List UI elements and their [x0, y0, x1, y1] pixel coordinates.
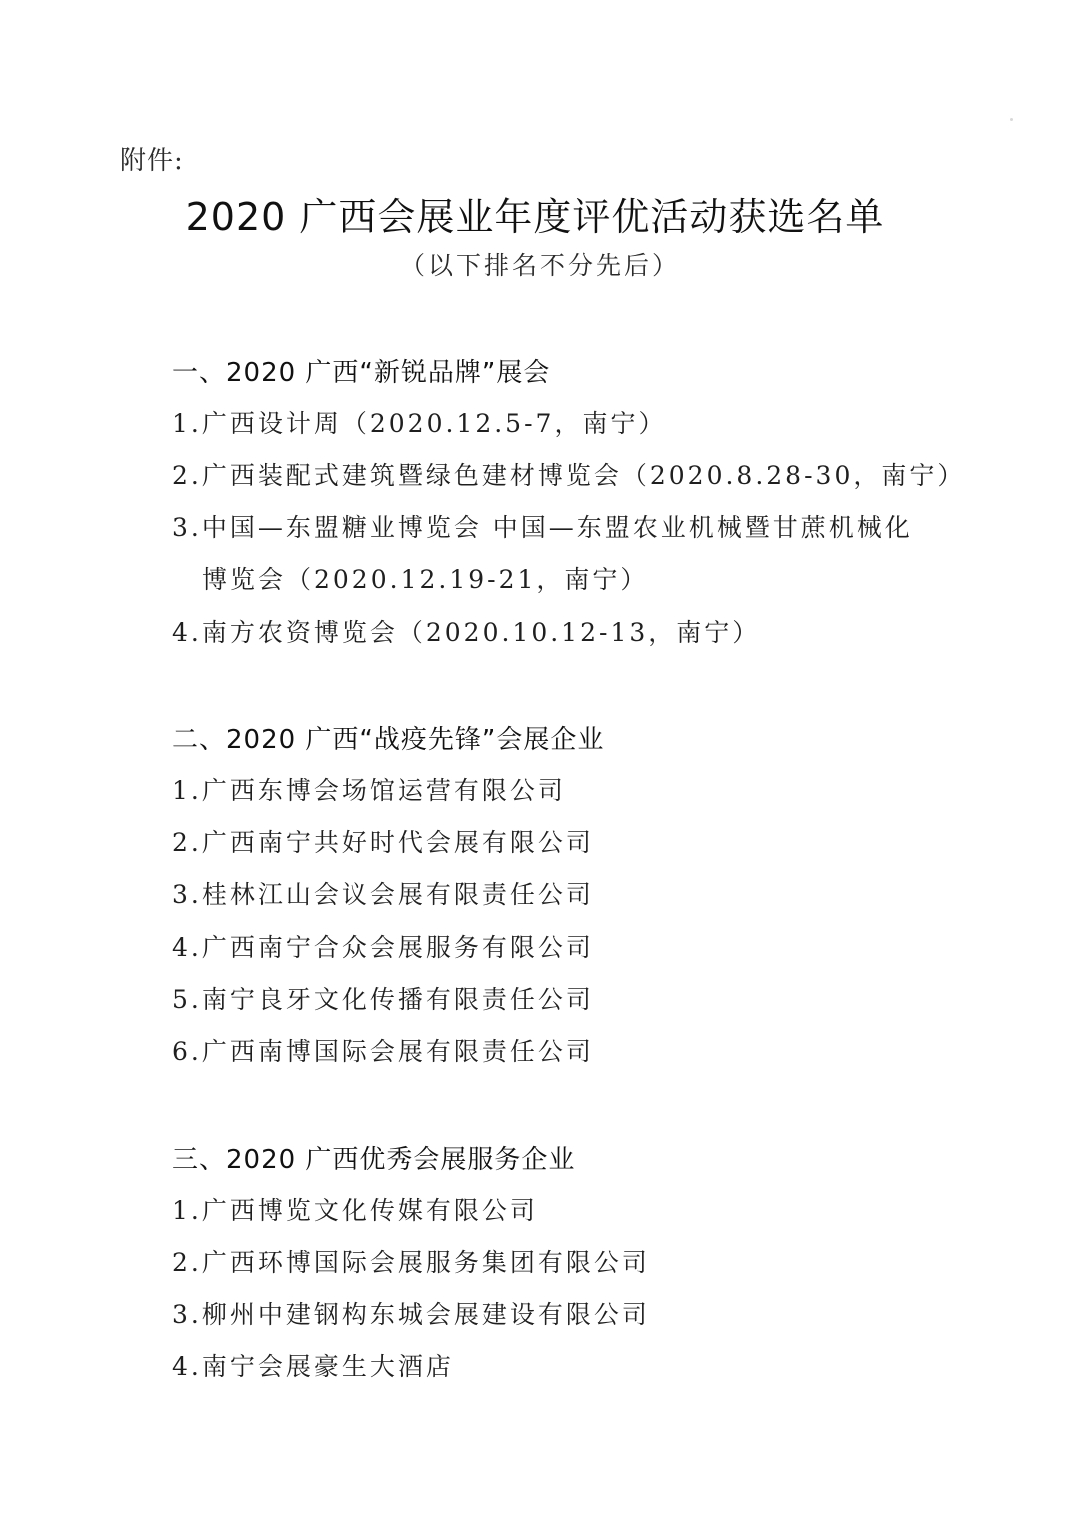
section-heading-new-brand: 一、2020 广西“新锐品牌”展会	[172, 358, 551, 388]
list-item: 4.南方农资博览会（2020.10.12-13，南宁）	[172, 618, 761, 647]
list-item: 3.中国—东盟糖业博览会 中国—东盟农业机械暨甘蔗机械化	[172, 513, 913, 542]
list-item: 6.广西南博国际会展有限责任公司	[172, 1037, 594, 1066]
list-item: 3.柳州中建钢构东城会展建设有限公司	[172, 1300, 650, 1329]
document-subtitle: （以下排名不分先后）	[399, 251, 680, 280]
list-item: 4.广西南宁合众会展服务有限公司	[172, 933, 594, 962]
list-item: 2.广西装配式建筑暨绿色建材博览会（2020.8.28-30，南宁）	[172, 461, 966, 490]
list-item: 5.南宁良牙文化传播有限责任公司	[172, 985, 594, 1014]
section-heading-pandemic-pioneer: 二、2020 广西“战疫先锋”会展企业	[172, 725, 605, 755]
list-item: 2.广西南宁共好时代会展有限公司	[172, 828, 594, 857]
list-item: 1.广西博览文化传媒有限公司	[172, 1196, 538, 1225]
list-item: 2.广西环博国际会展服务集团有限公司	[172, 1248, 650, 1277]
list-item: 1.广西东博会场馆运营有限公司	[172, 776, 566, 805]
scan-speck	[1010, 118, 1013, 121]
list-item-continuation: 博览会（2020.12.19-21，南宁）	[202, 565, 649, 594]
document-title: 2020 广西会展业年度评优活动获选名单	[185, 195, 885, 239]
list-item: 1.广西设计周（2020.12.5-7，南宁）	[172, 409, 667, 438]
section-heading-excellent-service: 三、2020 广西优秀会展服务企业	[172, 1145, 576, 1175]
attachment-label: 附件:	[120, 146, 184, 176]
list-item: 3.桂林江山会议会展有限责任公司	[172, 880, 594, 909]
list-item: 4.南宁会展豪生大酒店	[172, 1352, 454, 1381]
